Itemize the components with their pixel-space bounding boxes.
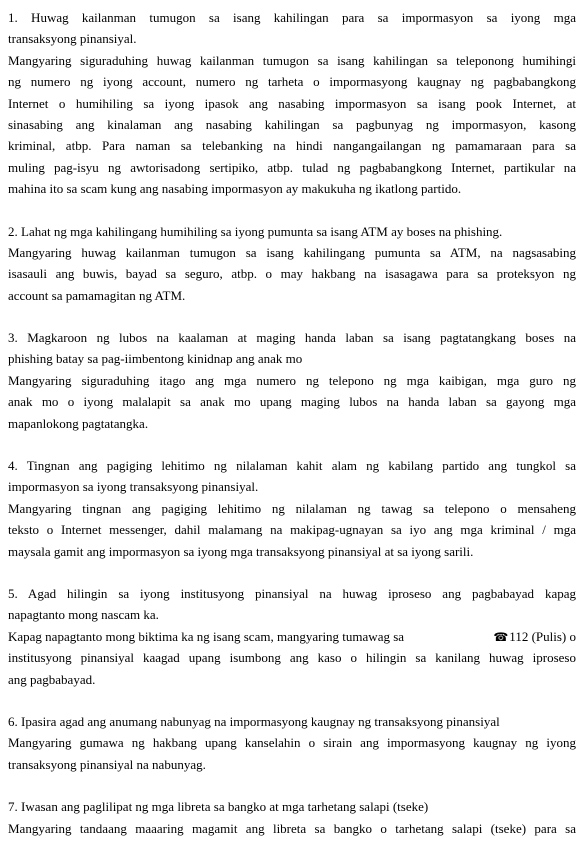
tip-heading-line: 4. Tingnan ang pagiging lehitimo ng nilalaman kahit alam ng kabilang partido ang tungkol sa — [8, 458, 576, 474]
tip-body-line: isasauli ang buwis, bayad sa seguro, atbp. o may hakbang na isasagawa para sa proteksyon ng — [8, 266, 576, 282]
tip-heading-line: impormasyon sa iyong transaksyong pinansiyal. — [8, 479, 259, 495]
tip-heading-line: 1. Huwag kailanman tumugon sa isang kahilingan para sa impormasyon sa iyong mga — [8, 10, 576, 25]
tip-section-5 — [8, 583, 576, 690]
tip-body-line: Mangyaring tandaang maaaring magamit ang libreta sa bangko o tarhetang salapi (tseke) para sa — [8, 820, 576, 836]
tip-body-text: Kapag napagtanto mong biktima ka ng isang scam, mangyaring tumawag sa — [8, 628, 405, 644]
tip-body-line: teksto o Internet messenger, dahil malamang na makipag-ugnayan sa iyo ang mga kriminal / mga — [8, 522, 576, 538]
tip-body-line: Mangyaring siguraduhing itago ang mga numero ng telepono ng mga kaibigan, mga guro ng — [8, 372, 576, 388]
tip-body-line: ang pagbabayad. — [8, 671, 96, 687]
tip-body-line: institusyong pinansiyal kaagad upang isumbong ang kaso o hilingin sa kanilang huwag iproseso — [8, 650, 576, 666]
tip-heading-line: napagtanto mong nascam ka. — [8, 607, 159, 623]
tip-heading-line: 2. Lahat ng mga kahilingang humihiling sa iyong pumunta sa isang ATM ay boses na phishing. — [8, 223, 503, 239]
tip-section-1 — [8, 7, 576, 200]
tip-section-3 — [8, 327, 576, 434]
tip-body-line: Mangyaring tingnan ang pagiging lehitimo ng nilalaman ng tawag sa telepono o mensaheng — [8, 500, 576, 516]
tip-body-line: sinasabing ang kinalaman ang nasabing kahilingan sa pagbunyag ng impormasyon, kasong — [8, 116, 576, 132]
tip-heading-line: 7. Iwasan ang paglilipat ng mga libreta sa bangko at mga tarhetang salapi (tseke) — [8, 799, 429, 815]
tip-section-6 — [8, 711, 576, 775]
tip-section-4 — [8, 455, 576, 562]
tip-body-line: Mangyaring siguraduhing huwag kailanman tumugon sa isang kahilingan sa teleponong humihingi — [8, 52, 576, 68]
tip-body-line: anak mo o iyong malalapit sa anak mo upang maging lubos na handa laban sa gayong mga — [8, 394, 576, 410]
tip-body-line: kriminal, atbp. Para naman sa telebanking na hindi nangangailangan ng pamamaraan para sa — [8, 138, 576, 154]
tip-body-line: maysala gamit ang impormasyon sa iyong mga transaksyong pinansiyal at sa iyong sarili. — [8, 543, 474, 559]
tip-body-line: muling pag-isyu ng awtorisadong sertipiko, atbp. tulad ng pagbabangkong Internet, partikular na — [8, 159, 576, 175]
tip-heading-line: 6. Ipasira agad ang anumang nabunyag na impormasyong kaugnay ng transaksyong pinansiyal — [8, 713, 500, 729]
tip-body-line: mapanlokong pagtatangka. — [8, 415, 149, 431]
tip-body-line: Mangyaring huwag kailanman tumugon sa isang kahilingang pumunta sa ATM, na nagsasabing — [8, 244, 576, 260]
tip-section-7 — [8, 796, 576, 839]
telephone-icon: ☎ — [493, 629, 509, 644]
tip-body-line: Mangyaring gumawa ng hakbang upang kanselahin o sirain ang impormasyong kaugnay ng iyong — [8, 735, 576, 751]
tip-heading-line: 3. Magkaroon ng lubos na kaalaman at maging handa laban sa isang pagtatangkang boses na — [8, 330, 576, 346]
tip-body-line: mahina ito sa scam kung ang nasabing impormasyon ay makukuha ng ikatlong partido. — [8, 181, 462, 197]
tip-body-line: Internet o humihiling sa iyong ipasok ang nasabing impormasyon sa isang pook Internet, at — [8, 95, 576, 111]
tip-body-line-with-phone — [8, 626, 576, 647]
tip-body-line: ng numero ng iyong account, numero ng tarheta o impormasyong kaugnay ng pagbabangkong — [8, 74, 576, 90]
tip-heading-line: phishing batay sa pag-iimbentong kinidnap ang anak mo — [8, 351, 303, 367]
tip-heading-line: transaksyong pinansiyal. — [8, 31, 137, 47]
tip-section-2 — [8, 221, 576, 307]
document-page — [8, 7, 576, 860]
police-phone-number: 112 (Pulis) o — [509, 628, 576, 644]
tip-body-line: account sa pamamagitan ng ATM. — [8, 287, 186, 303]
tip-heading-line: 5. Agad hilingin sa iyong institusyong pinansiyal na huwag iproseso ang pagbabayad kapag — [8, 585, 576, 601]
tip-body-line: transaksyong pinansiyal na nabunyag. — [8, 756, 206, 772]
